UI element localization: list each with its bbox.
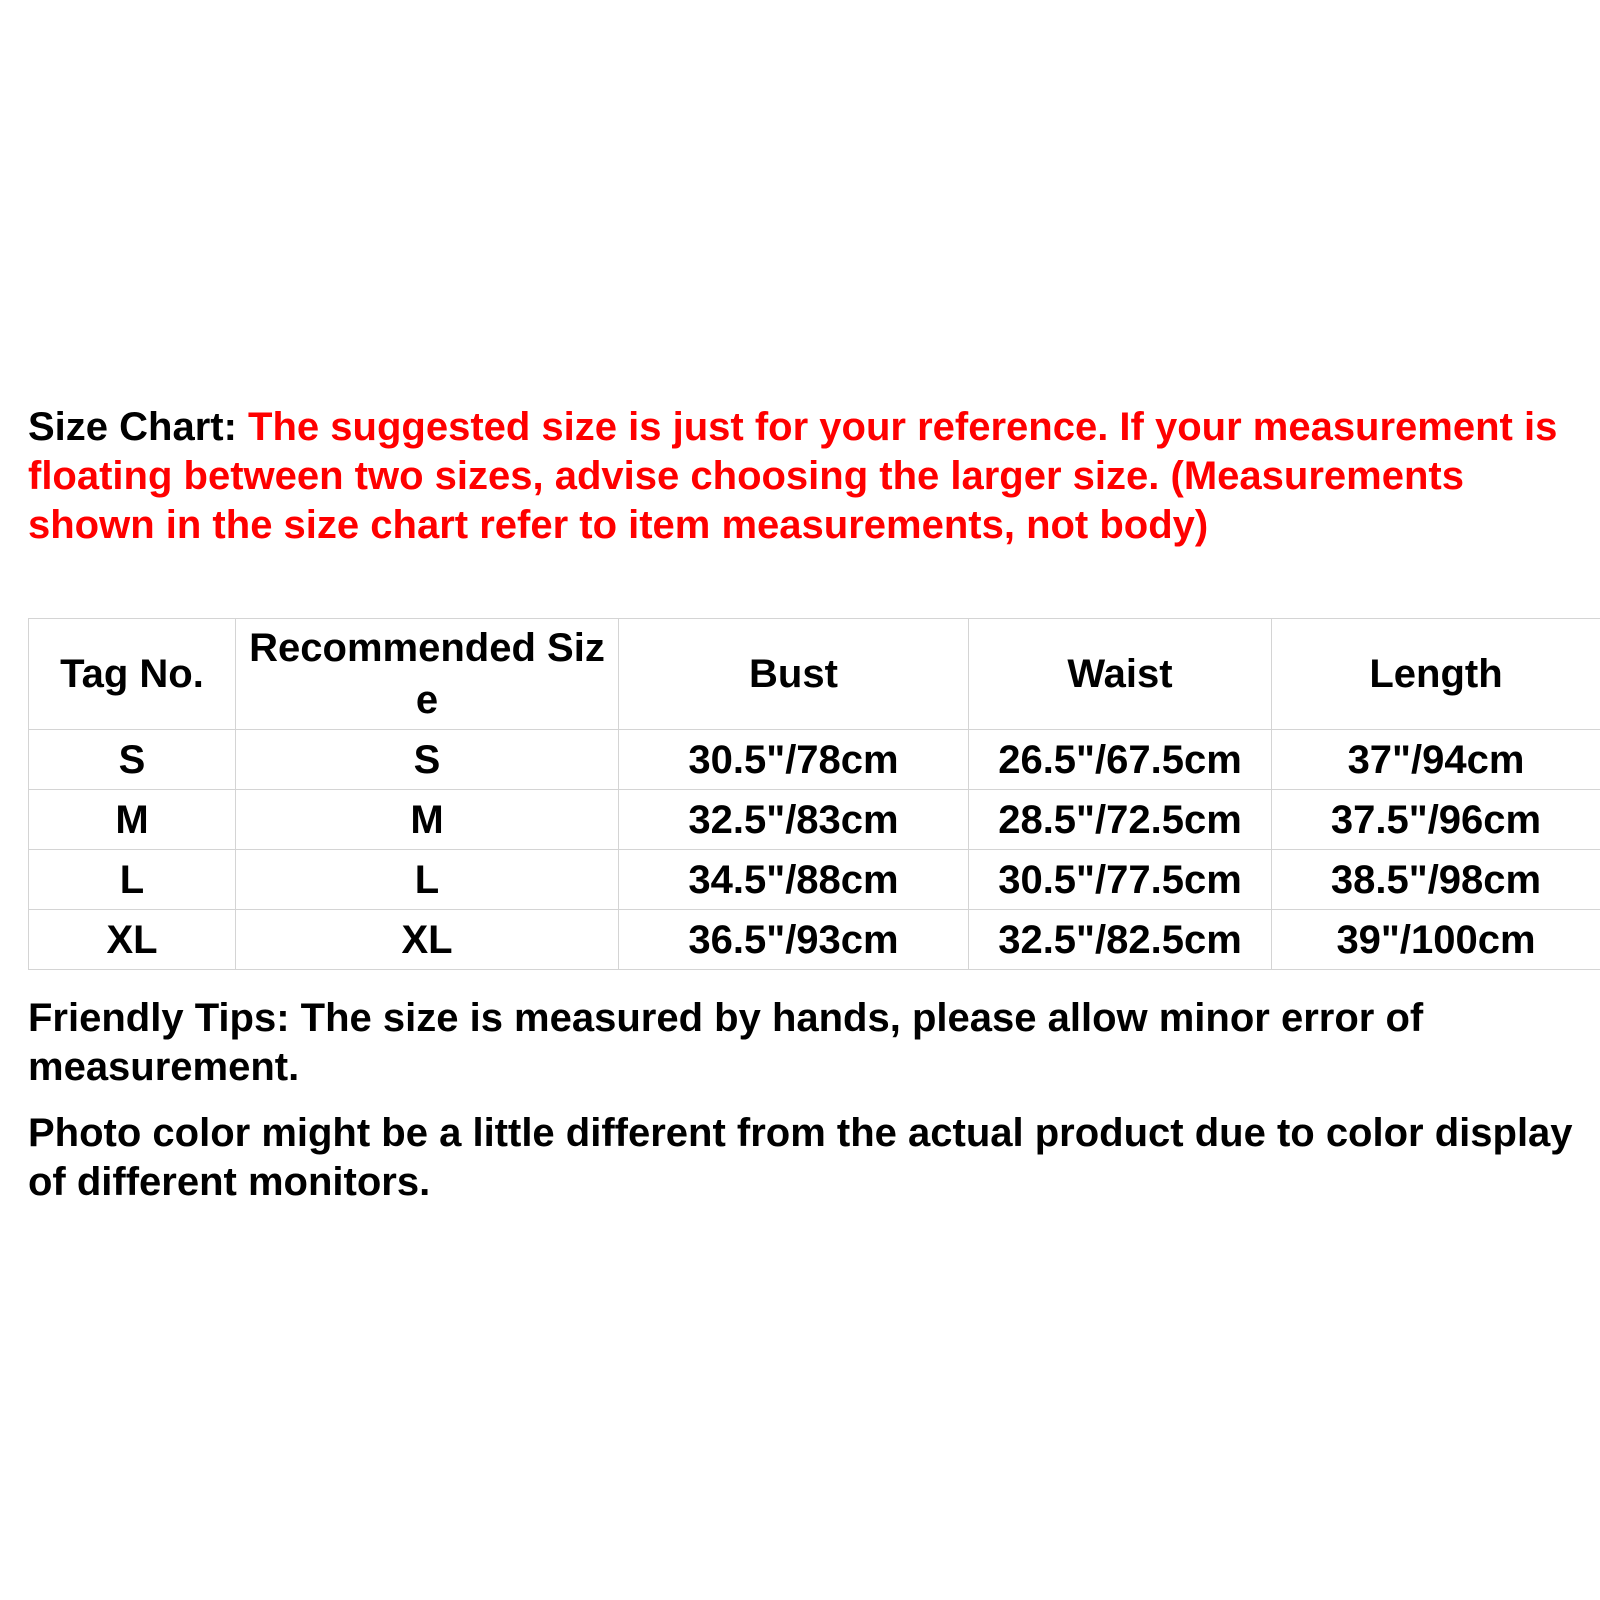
cell-length: 37.5"/96cm	[1272, 790, 1600, 850]
column-header-recommended-size: Recommended Size	[236, 619, 619, 730]
column-header-length: Length	[1272, 619, 1600, 730]
cell-recommended: L	[236, 850, 619, 910]
size-chart-header	[28, 403, 1588, 550]
cell-bust: 34.5"/88cm	[619, 850, 969, 910]
cell-waist: 30.5"/77.5cm	[969, 850, 1272, 910]
photo-color-note: Photo color might be a little different from the actual product due to color display of different monitors.	[28, 1111, 1573, 1204]
cell-tag: XL	[29, 910, 236, 970]
cell-tag: S	[29, 730, 236, 790]
cell-length: 39"/100cm	[1272, 910, 1600, 970]
size-chart-note: The suggested size is just for your reference. If your measurement is floating between two sizes, advise choosing the larger size. (Measurements shown in the size chart refer to item measurements, not body)	[28, 405, 1558, 547]
cell-tag: M	[29, 790, 236, 850]
table-row	[29, 730, 1600, 790]
cell-bust: 36.5"/93cm	[619, 910, 969, 970]
cell-recommended: M	[236, 790, 619, 850]
cell-recommended: S	[236, 730, 619, 790]
table-row	[29, 910, 1600, 970]
size-table	[28, 618, 1600, 970]
cell-tag: L	[29, 850, 236, 910]
cell-waist: 32.5"/82.5cm	[969, 910, 1272, 970]
size-chart-label: Size Chart:	[28, 405, 249, 449]
column-header-waist: Waist	[969, 619, 1272, 730]
cell-waist: 26.5"/67.5cm	[969, 730, 1272, 790]
cell-length: 37"/94cm	[1272, 730, 1600, 790]
table-header-row	[29, 619, 1600, 730]
column-header-tag: Tag No.	[29, 619, 236, 730]
cell-bust: 30.5"/78cm	[619, 730, 969, 790]
cell-waist: 28.5"/72.5cm	[969, 790, 1272, 850]
cell-length: 38.5"/98cm	[1272, 850, 1600, 910]
table-row	[29, 850, 1600, 910]
cell-recommended: XL	[236, 910, 619, 970]
friendly-tips: Friendly Tips: The size is measured by hands, please allow minor error of measurement.	[28, 996, 1424, 1089]
table-row	[29, 790, 1600, 850]
cell-bust: 32.5"/83cm	[619, 790, 969, 850]
column-header-bust: Bust	[619, 619, 969, 730]
